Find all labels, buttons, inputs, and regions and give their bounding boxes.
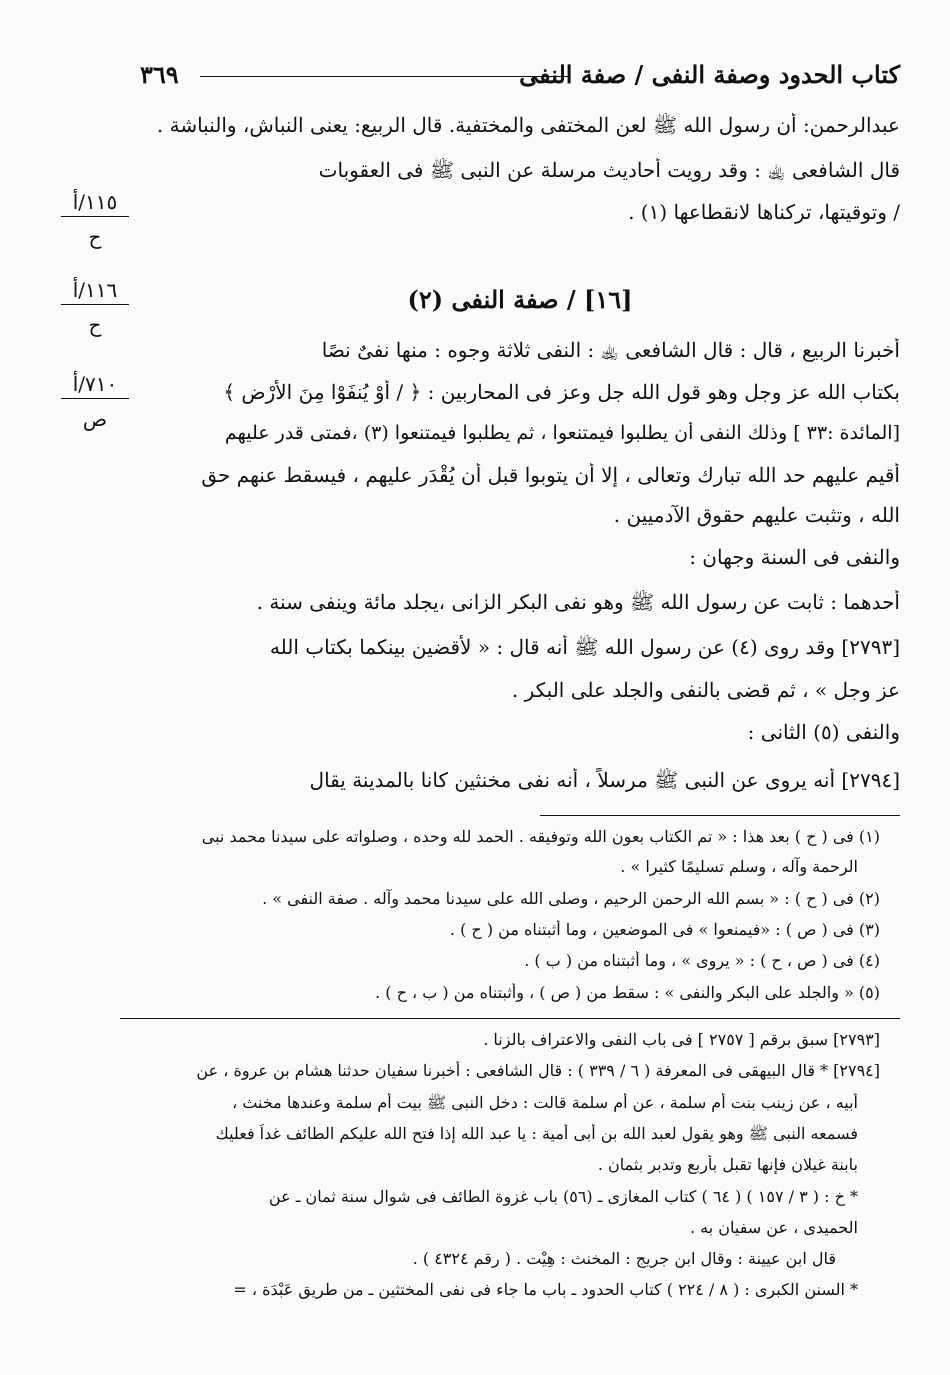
note-line: * خ : ( ٣ / ١٥٧ ) ( ٦٤ ) كتاب المغازى ـ (٥٦) باب غزوة الطائف فى شوال سنة ثمان ـ عن xyxy=(268,1187,858,1206)
note-line: قال ابن عيينة : وقال ابن جريج : المخنث : هِيْت . ( رقم ٤٣٢٤ ) . xyxy=(412,1249,836,1268)
footnote-line: (٢) فى ( ح ) : « بسم الله الرحمن الرحيم ، وصلى الله على سيدنا محمد وآله . صفة النفى » . xyxy=(262,889,880,908)
footnote-line: (٤) فى ( ص ، ح ) : « يروى » ، وما أثبتناه من ( ب ) . xyxy=(524,951,880,970)
page-number: ٣٦٩ xyxy=(140,60,179,89)
text-line: أحدهما : ثابت عن رسول الله ﷺ وهو نفى البكر الزانى ،يجلد مائة وينفى سنة . xyxy=(256,590,900,614)
margin-note xyxy=(50,190,140,249)
footnote-separator xyxy=(540,815,900,816)
note-line: أبيه ، عن زينب بنت أم سلمة ، عن أم سلمة قالت : دخل النبى ﷺ بيت أم سلمة وعندها مخنث ، xyxy=(232,1093,858,1112)
header-title: كتاب الحدود وصفة النفى / صفة النفى xyxy=(519,60,900,89)
running-header xyxy=(140,58,900,92)
text-line: والنفى فى السنة وجهان : xyxy=(689,545,900,569)
header-rule xyxy=(200,76,570,77)
text-line: أخبرنا الربيع ، قال : قال الشافعى ﵀ : النفى ثلاثة وجوه : منها نفىٌ نصًا xyxy=(321,338,900,362)
margin-ref: ١١٥/أ xyxy=(61,190,129,217)
text-line: الله ، وتثبت عليهم حقوق الآدميين . xyxy=(613,503,900,527)
note-line: فسمعه النبى ﷺ وهو يقول لعبد الله بن أبى أمية : يا عبد الله إذا فتح الله عليكم الطائف غداً فعليك xyxy=(215,1124,858,1143)
margin-source: ح xyxy=(88,225,102,249)
note-line: الحميدى ، عن سفيان به . xyxy=(689,1218,858,1237)
margin-ref: ١١٦/أ xyxy=(61,278,129,305)
text-line: [٢٧٩٤] أنه يروى عن النبى ﷺ مرسلاً ، أنه نفى مخنثين كانا بالمدينة يقال xyxy=(309,768,900,792)
margin-source: ح xyxy=(88,313,102,337)
margin-note xyxy=(50,278,140,337)
margin-note xyxy=(50,372,140,431)
section-title: [١٦] / صفة النفى (٢) xyxy=(407,285,633,314)
note-line: بابنة غيلان فإنها تقبل بأربع وتدبر بثمان . xyxy=(597,1155,858,1174)
text-line: [٢٧٩٣] وقد روى (٤) عن رسول الله ﷺ أنه قال : « لأقضين بينكما بكتاب الله xyxy=(269,635,900,659)
text-line: / وتوقيتها، تركناها لانقطاعها (١) . xyxy=(628,200,900,224)
note-line: * السنن الكبرى : ( ٨ / ٢٢٤ ) كتاب الحدود ـ باب ما جاء فى نفى المختثين ـ من طريق عَبْدَة ، = xyxy=(233,1280,858,1299)
text-line: بكتاب الله عز وجل وهو قول الله جل وعز فى المحاربين : ﴿ / أَوْ يُنفَوْا مِنَ الأَرْضِ ﴾ xyxy=(223,380,900,404)
margin-source: ص xyxy=(82,407,108,431)
footnote-line: الرحمة وآله ، وسلم تسليمًا كثيرا » . xyxy=(620,857,858,876)
text-line: عز وجل » ، ثم قضى بالنفى والجلد على البكر . xyxy=(511,678,900,702)
text-line: أقيم عليهم حد الله تبارك وتعالى ، إلا أن يتوبوا قبل أن يُقْدَر عليهم ، فيسقط عنهم حق xyxy=(201,463,900,487)
note-line: [٢٧٩٤] * قال البيهقى فى المعرفة ( ٦ / ٣٣٩ ) : قال الشافعى : أخبرنا سفيان حدثنا هشام بن عروة ، عن xyxy=(196,1061,880,1080)
text-line: قال الشافعى ﵀ : وقد رويت أحاديث مرسلة عن النبى ﷺ فى العقوبات xyxy=(318,158,900,182)
text-line: والنفى (٥) الثانى : xyxy=(747,720,900,744)
text-line: عبدالرحمن: أن رسول الله ﷺ لعن المختفى والمختفية. قال الربيع: يعنى النباش، والنباشة . xyxy=(156,113,900,137)
note-line: [٢٧٩٣] سبق برقم [ ٢٧٥٧ ] فى باب النفى والاعتراف بالزنا . xyxy=(483,1030,880,1049)
margin-ref: ٧١٠/أ xyxy=(61,372,129,399)
text-line: [المائدة :٣٣ ] وذلك النفى أن يطلبوا فيمتنعوا ، ثم يطلبوا فيمتنعوا (٣) ،فمتى قدر عليهم xyxy=(224,422,900,444)
footnote-line: (٣) فى ( ص ) : «فيمنعوا » فى الموضعين ، وما أثبتناه من ( ح ) . xyxy=(449,920,880,939)
notes-separator xyxy=(120,1018,900,1019)
footnote-line: (١) فى ( ح ) بعد هذا : « تم الكتاب بعون الله وتوفيقه . الحمد لله وحده ، وصلواته على سيدنا محمد نبى xyxy=(201,827,880,846)
footnote-line: (٥) « والجلد على البكر والنفى » : سقط من ( ص ) ، وأثبتناه من ( ب ، ح ) . xyxy=(375,983,880,1002)
